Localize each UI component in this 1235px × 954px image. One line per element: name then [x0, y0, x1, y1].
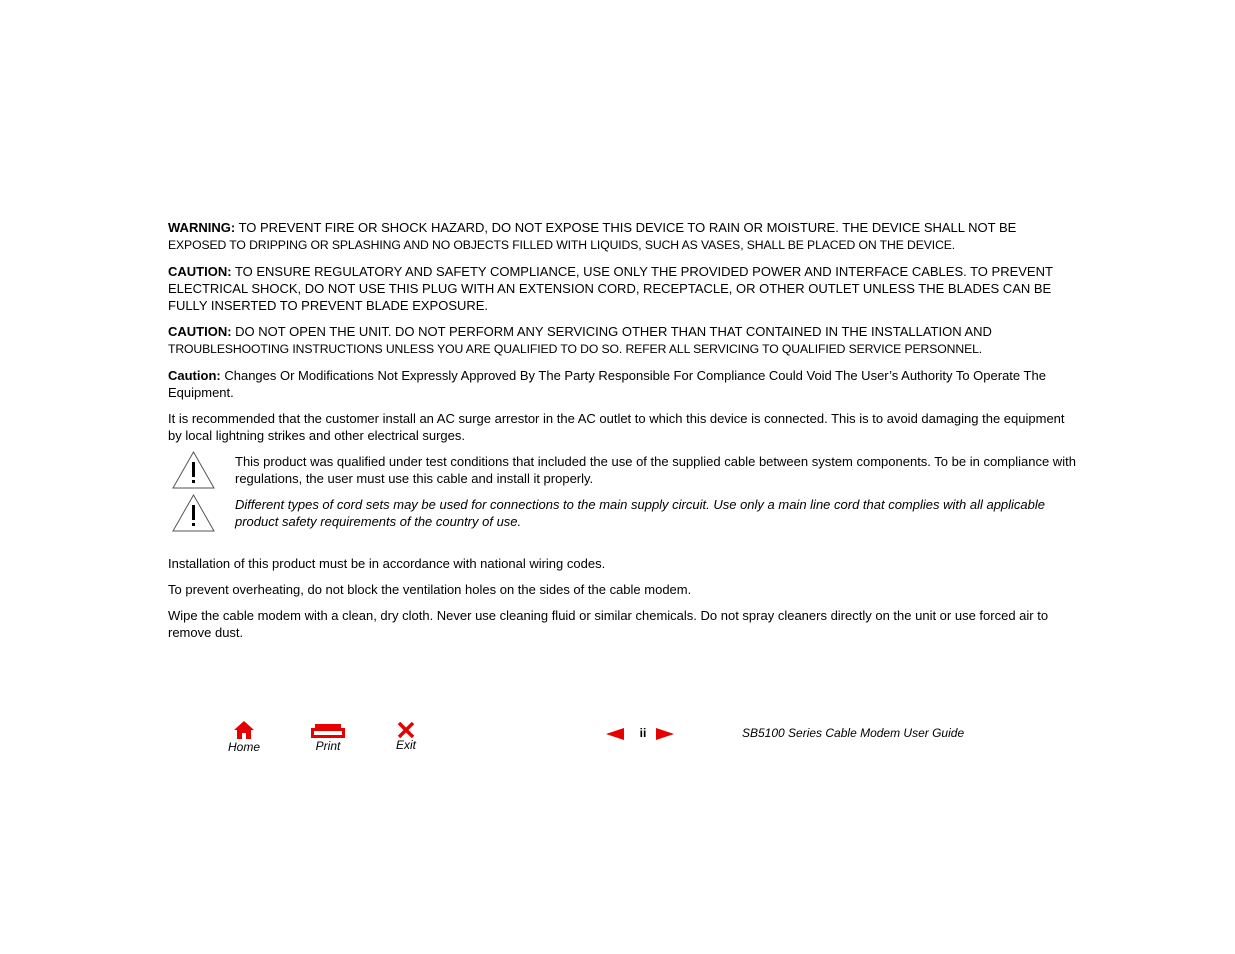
caution-regulatory-text: TO ENSURE REGULATORY AND SAFETY COMPLIANCE, USE ONLY THE PROVIDED POWER AND INTERFACE CABLES. TO PREVENT ELECTRICAL SHOCK, DO NOT USE THIS PLUG WITH AN EXTENSION CORD, RECEPTACLE, OR OTHER OUTLET UNLESS THE BLADES CAN BE FULLY INSERTED TO PREVENT BLADE EXPOSURE.: [168, 264, 1053, 313]
caution-modifications-text: Changes Or Modifications Not Expressly Approved By The Party Responsible For Compliance Could Void The User’s Authority To Operate The Equipment.: [168, 368, 1046, 400]
previous-page-arrow-icon[interactable]: [606, 728, 624, 740]
caution-label: CAUTION:: [168, 324, 232, 339]
home-icon: [233, 720, 255, 740]
surge-arrestor-paragraph: It is recommended that the customer install an AC surge arrestor in the AC outlet to which this device is connected. This is to avoid damaging the equipment by local lightning strikes and other electrical surges.: [168, 411, 1065, 443]
cleaning-paragraph: Wipe the cable modem with a clean, dry cloth. Never use cleaning fluid or similar chemicals. Do not spray cleaners directly on the unit or use forced air to remove dust.: [168, 608, 1049, 640]
home-label: Home: [227, 740, 260, 754]
exit-button[interactable]: [388, 722, 424, 752]
cord-warning-row: [168, 496, 1080, 530]
caution-label: Caution:: [168, 368, 221, 383]
warning-triangle-icon: [171, 493, 216, 533]
page-number: ii: [639, 726, 647, 740]
warning-label: WARNING:: [168, 220, 236, 235]
caution-paragraph-modifications: [168, 367, 1080, 401]
print-label: Print: [315, 739, 341, 753]
document-body: [168, 219, 1080, 650]
caution-servicing-text-line-2: TROUBLESHOOTING INSTRUCTIONS UNLESS YOU ARE QUALIFIED TO DO SO. REFER ALL SERVICING TO QUALIFIED SERVICE PERSONNEL.: [168, 342, 983, 356]
wiring-paragraph: Installation of this product must be in accordance with national wiring codes.: [168, 556, 606, 571]
cable-note-text: This product was qualified under test conditions that included the use of the supplied cable between system components. To be in compliance with regulations, the user must use this cable and install it properly.: [235, 454, 1076, 486]
print-button[interactable]: [308, 723, 348, 753]
warning-paragraph: [168, 219, 1080, 254]
warning-text-line-1: TO PREVENT FIRE OR SHOCK HAZARD, DO NOT EXPOSE THIS DEVICE TO RAIN OR MOISTURE. THE DEVICE SHALL NOT BE: [238, 220, 1017, 235]
caution-servicing-text-line-1: DO NOT OPEN THE UNIT. DO NOT PERFORM ANY SERVICING OTHER THAN THAT CONTAINED IN THE INSTALLATION AND: [235, 324, 992, 339]
home-button[interactable]: [224, 720, 264, 754]
warning-text-line-2: EXPOSED TO DRIPPING OR SPLASHING AND NO OBJECTS FILLED WITH LIQUIDS, SUCH AS VASES, SHALL BE PLACED ON THE DEVICE.: [168, 238, 956, 252]
close-x-icon: [397, 722, 415, 738]
spacer: [168, 539, 1080, 555]
caution-paragraph-regulatory: [168, 263, 1080, 314]
caution-paragraph-servicing: [168, 323, 1080, 358]
printer-icon: [310, 723, 346, 739]
guide-title: SB5100 Series Cable Modem User Guide: [742, 726, 965, 740]
warning-triangle-icon: [171, 450, 216, 490]
ventilation-paragraph: To prevent overheating, do not block the ventilation holes on the sides of the cable modem.: [168, 582, 692, 597]
caution-label: CAUTION:: [168, 264, 232, 279]
exit-label: Exit: [395, 738, 416, 752]
cord-note-text: Different types of cord sets may be used for connections to the main supply circuit. Use only a main line cord that complies with all applicable product safety requirements of the country of use.: [235, 497, 1046, 529]
next-page-arrow-icon[interactable]: [656, 728, 674, 740]
cable-warning-row: [168, 453, 1080, 487]
